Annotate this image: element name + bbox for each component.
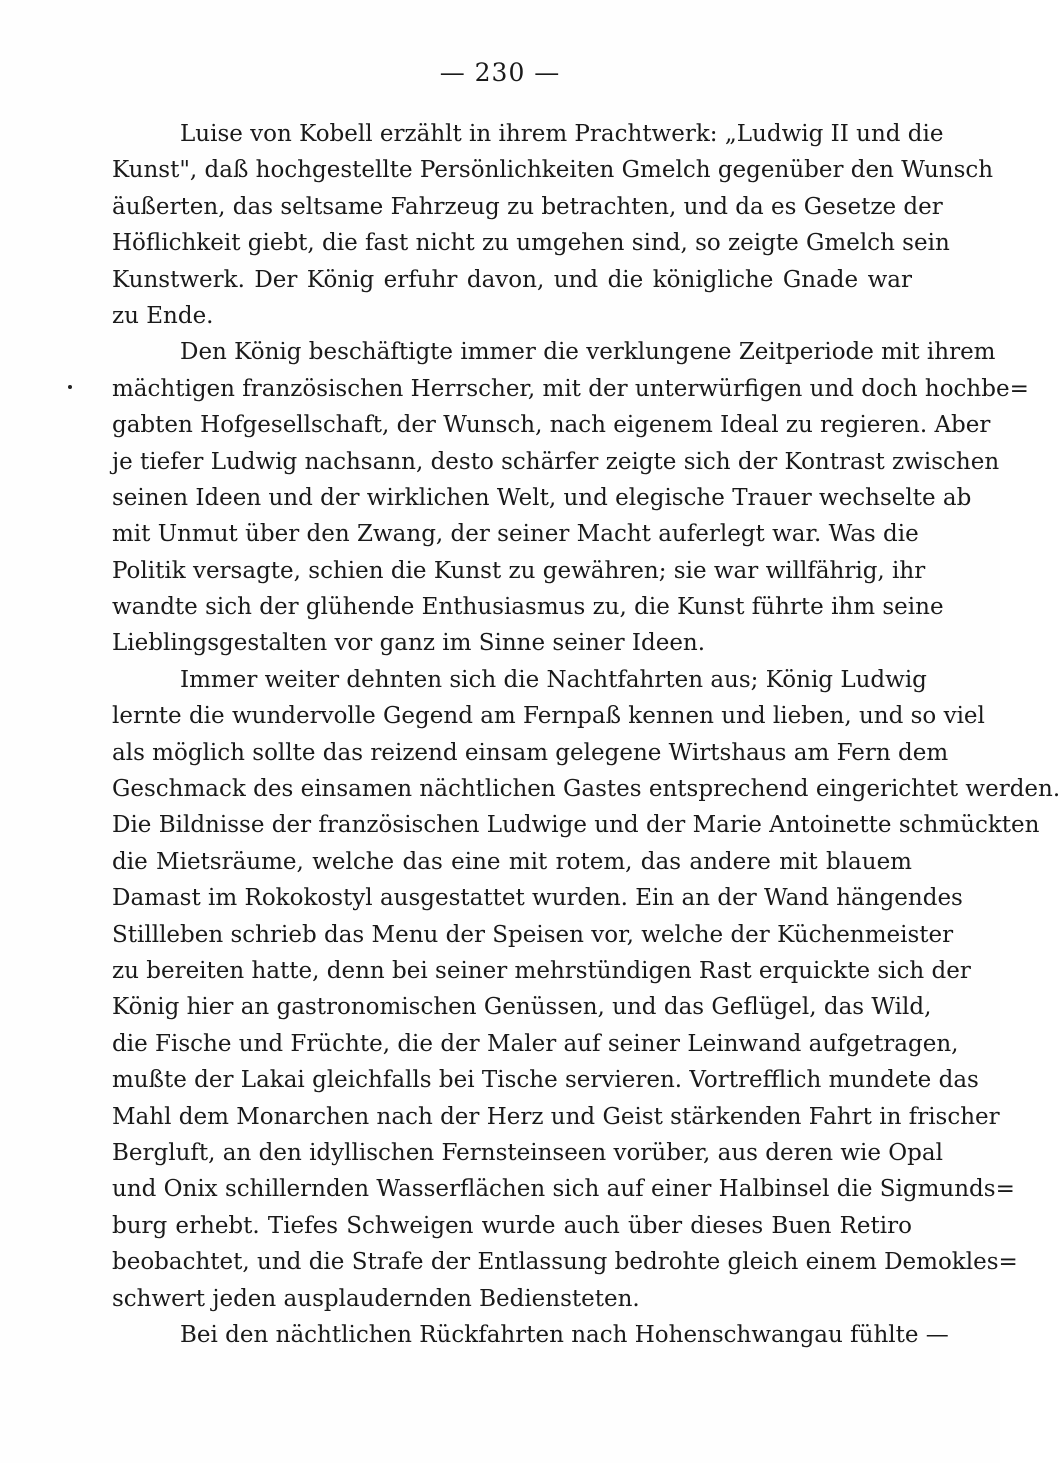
text-line: mit Unmut über den Zwang, der seiner Macht auferlegt war. Was die	[112, 521, 919, 548]
text-line: als möglich sollte das reizend einsam gelegene Wirtshaus am Fern dem	[112, 739, 949, 766]
text-line: Politik versagte, schien die Kunst zu gewähren; sie war willfährig, ihr	[112, 557, 926, 584]
text-line: lernte die wundervolle Gegend am Fernpaß kennen und lieben, und so viel	[112, 703, 985, 730]
text-line: und Onix schillernden Wasserflächen sich auf einer Halbinsel die Sigmunds=	[112, 1176, 1015, 1203]
text-line: zu Ende.	[112, 302, 214, 329]
body-text	[112, 116, 1060, 1353]
text-line: Den König beschäftigte immer die verklungene Zeitperiode mit ihrem	[180, 339, 996, 366]
text-line: Stillleben schrieb das Menu der Speisen vor, welche der Küchenmeister	[112, 921, 954, 948]
text-line: gabten Hofgesellschaft, der Wunsch, nach eigenem Ideal zu regieren. Aber	[112, 412, 991, 439]
margin-mark	[68, 385, 72, 389]
text-line: Die Bildnisse der französischen Ludwige und der Marie Antoinette schmückten	[112, 812, 1040, 839]
text-line: Luise von Kobell erzählt in ihrem Prachtwerk: „Ludwig II und die	[180, 121, 944, 147]
text-line: Geschmack des einsamen nächtlichen Gastes entsprechend eingerichtet werden.	[112, 776, 1060, 803]
text-line: Bergluft, an den idyllischen Fernsteinseen vorüber, aus deren wie Opal	[112, 1139, 943, 1166]
text-line: Kunst", daß hochgestellte Persönlichkeiten Gmelch gegenüber den Wunsch	[112, 157, 994, 184]
text-line: seinen Ideen und der wirklichen Welt, und elegische Trauer wechselte ab	[112, 484, 972, 511]
text-line: Immer weiter dehnten sich die Nachtfahrten aus; König Ludwig	[180, 666, 927, 693]
text-line: Damast im Rokokostyl ausgestattet wurden. Ein an der Wand hängendes	[112, 885, 963, 912]
text-line: äußerten, das seltsame Fahrzeug zu betrachten, und da es Gesetze der	[112, 193, 943, 220]
text-line: Höflichkeit giebt, die fast nicht zu umgehen sind, so zeigte Gmelch sein	[112, 230, 950, 257]
text-line: burg erhebt. Tiefes Schweigen wurde auch über dieses Buen Retiro	[112, 1212, 912, 1239]
text-line: wandte sich der glühende Enthusiasmus zu, die Kunst führte ihm seine	[112, 594, 944, 621]
text-line: Mahl dem Monarchen nach der Herz und Geist stärkenden Fahrt in frischer	[112, 1103, 1000, 1130]
text-line: beobachtet, und die Strafe der Entlassung bedrohte gleich einem Demokles=	[112, 1249, 1018, 1276]
text-line: mußte der Lakai gleichfalls bei Tische servieren. Vortrefflich mundete das	[112, 1067, 979, 1094]
text-line: je tiefer Ludwig nachsann, desto schärfer zeigte sich der Kontrast zwischen	[112, 448, 1000, 475]
text-line: zu bereiten hatte, denn bei seiner mehrstündigen Rast erquickte sich der	[112, 957, 971, 984]
text-line: Lieblingsgestalten vor ganz im Sinne seiner Ideen.	[112, 630, 706, 657]
text-line: schwert jeden ausplaudernden Bediensteten.	[112, 1285, 640, 1312]
text-line: die Mietsräume, welche das eine mit rotem, das andere mit blauem	[112, 848, 912, 875]
page-number: — 230 —	[439, 58, 561, 87]
text-line: Kunstwerk. Der König erfuhr davon, und die königliche Gnade war	[112, 266, 912, 293]
text-line: mächtigen französischen Herrscher, mit der unterwürfigen und doch hochbe=	[112, 375, 1029, 402]
text-line: Bei den nächtlichen Rückfahrten nach Hohenschwangau fühlte —	[180, 1321, 949, 1348]
text-line: König hier an gastronomischen Genüssen, und das Geflügel, das Wild,	[112, 994, 932, 1021]
text-line: die Fische und Früchte, die der Maler auf seiner Leinwand aufgetragen,	[112, 1030, 959, 1057]
